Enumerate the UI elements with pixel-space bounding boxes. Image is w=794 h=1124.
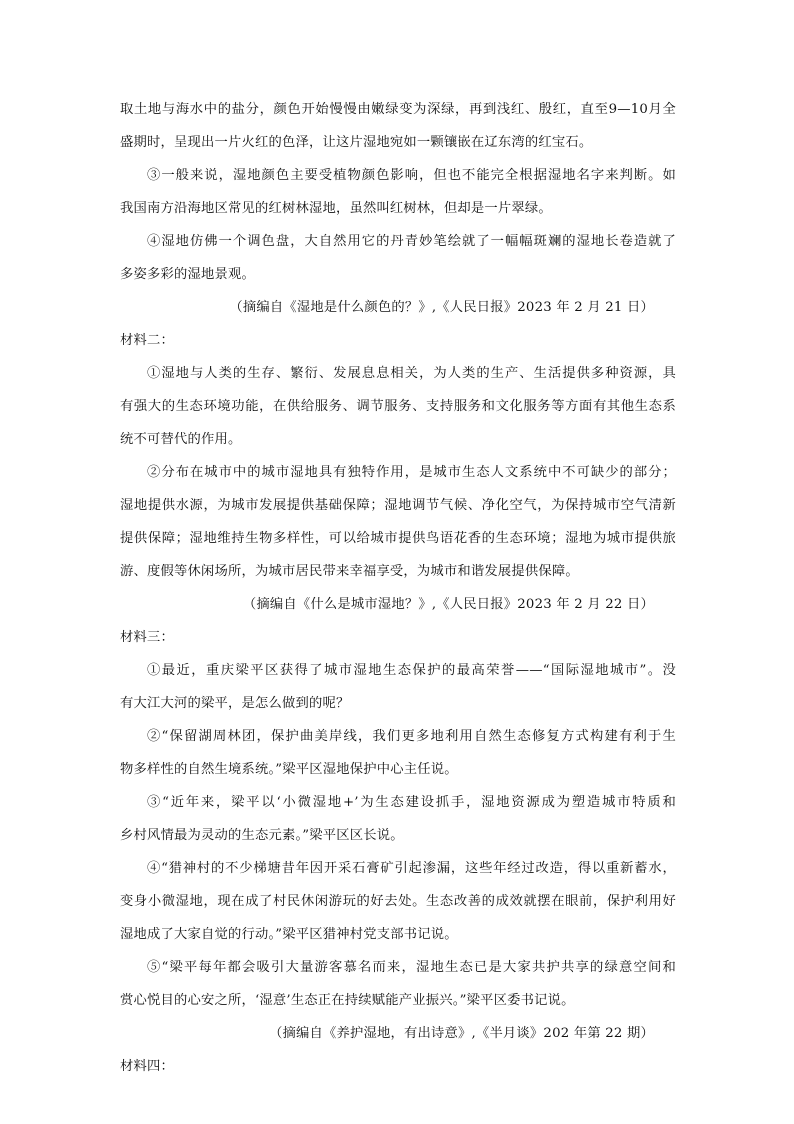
paragraph-line: 统不可替代的作用。 (120, 432, 242, 447)
section-heading: 材料二： (120, 333, 174, 348)
paragraph-line: 我国南方沿海地区常见的红树林湿地，虽然叫红树林，但却是一片翠绿。 (120, 201, 552, 216)
section-heading: 材料四： (120, 1059, 174, 1074)
paragraph-line: 盛期时，呈现出一片火红的色泽，让这片湿地宛如一颗镶嵌在辽东湾的红宝石。 (120, 135, 593, 150)
paragraph-line: 变身小微湿地，现在成了村民休闲游玩的好去处。生态改善的成效就摆在眼前，保护利用好 (120, 894, 676, 909)
paragraph-line: ④“猎神村的不少梯塘昔年因开采石膏矿引起渗漏，这些年经过改造，得以重新蓄水， (147, 861, 676, 876)
paragraph-line: 湿地提供水源，为城市发展提供基础保障；湿地调节气候、净化空气，为保持城市空气清新 (120, 498, 676, 513)
paragraph-line: 赏心悦目的心安之所，‘湿意’生态正在持续赋能产业振兴。”梁平区委书记说。 (120, 993, 575, 1008)
paragraph-line: ②分布在城市中的城市湿地具有独特作用，是城市生态人文系统中不可缺少的部分； (147, 465, 676, 480)
paragraph-line: 多姿多彩的湿地景观。 (120, 267, 255, 282)
source-citation: （摘编自《湿地是什么颜色的？》,《人民日报》2023 年 2 月 21 日） (229, 300, 654, 315)
paragraph-line: 取土地与海水中的盐分，颜色开始慢慢由嫩绿变为深绿，再到浅红、殷红，直至9—10月全 (120, 102, 676, 117)
document-page (120, 100, 676, 1090)
paragraph-line: 游、度假等休闲场所，为城市居民带来幸福享受，为城市和谐发展提供保障。 (120, 564, 579, 579)
paragraph-line: ③一般来说，湿地颜色主要受植物颜色影响，但也不能完全根据湿地名字来判断。如 (147, 168, 676, 183)
paragraph-line: ②“保留湖周林团，保护曲美岸线，我们更多地利用自然生态修复方式构建有利于生 (147, 729, 676, 744)
paragraph-line: 湿地成了大家自觉的行动。”梁平区猎神村党支部书记说。 (120, 927, 458, 942)
source-citation: （摘编自《养护湿地，有出诗意》,《半月谈》202 年第 22 期） (269, 1026, 654, 1041)
paragraph-line: ①最近，重庆梁平区获得了城市湿地生态保护的最高荣誉——“国际湿地城市”。没 (147, 663, 676, 678)
paragraph-line: ⑤“梁平每年都会吸引大量游客慕名而来，湿地生态已是大家共护共享的绿意空间和 (147, 960, 676, 975)
paragraph-line: 有强大的生态环境功能，在供给服务、调节服务、支持服务和文化服务等方面有其他生态系 (120, 399, 676, 414)
paragraph-line: ④湿地仿佛一个调色盘，大自然用它的丹青妙笔绘就了一幅幅斑斓的湿地长卷造就了 (147, 234, 676, 249)
paragraph-line: ①湿地与人类的生存、繁衍、发展息息相关，为人类的生产、生活提供多种资源，具 (147, 366, 676, 381)
paragraph-line: 乡村风情最为灵动的生态元素。”梁平区区长说。 (120, 828, 404, 843)
paragraph-line: 物多样性的自然生境系统。”梁平区湿地保护中心主任说。 (120, 762, 458, 777)
paragraph-line: 提供保障；湿地维持生物多样性，可以给城市提供鸟语花香的生态环境；湿地为城市提供旅 (120, 531, 676, 546)
section-heading: 材料三： (120, 630, 174, 645)
paragraph-line: ③“近年来，梁平以‘小微湿地+’为生态建设抓手，湿地资源成为塑造城市特质和 (147, 795, 676, 810)
paragraph-line: 有大江大河的梁平，是怎么做到的呢？ (120, 696, 350, 711)
source-citation: （摘编自《什么是城市湿地？》,《人民日报》2023 年 2 月 22 日） (242, 597, 654, 612)
